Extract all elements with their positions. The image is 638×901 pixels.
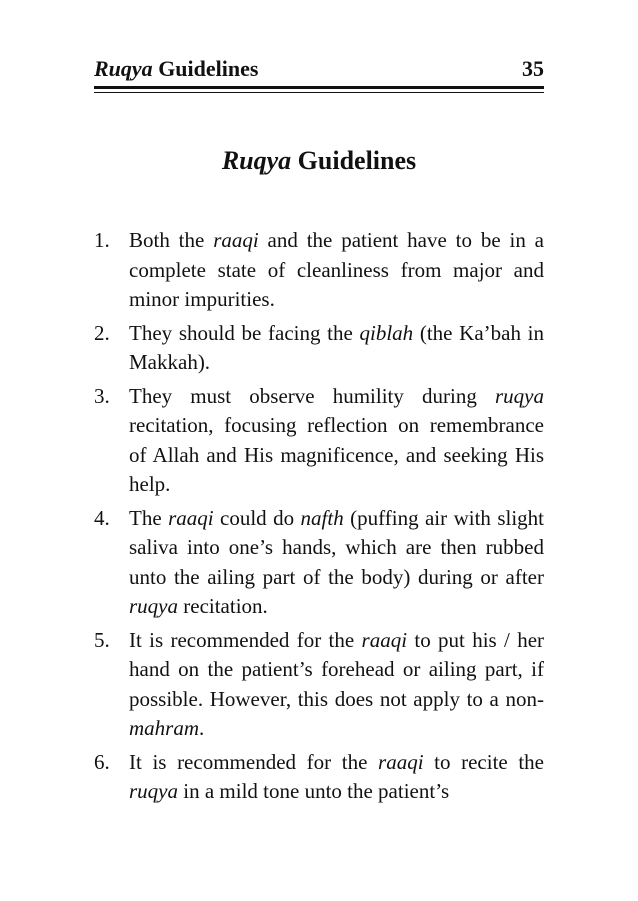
list-item-number: 2. xyxy=(94,320,110,345)
list-item-text xyxy=(129,226,544,315)
page-title-rest: Guidelines xyxy=(291,146,417,175)
page-title xyxy=(94,146,544,176)
text-segment: It is recommended for the xyxy=(129,627,362,652)
text-segment: recitation. xyxy=(178,594,268,618)
list-item xyxy=(94,226,544,315)
italic-term: ruqya xyxy=(129,779,178,803)
italic-term: ruqya xyxy=(129,594,178,618)
text-segment: They must observe humility during xyxy=(129,383,495,408)
list-item xyxy=(94,626,544,744)
list-item-number: 5. xyxy=(94,627,110,652)
list-item-text xyxy=(129,382,544,500)
italic-term: mahram xyxy=(129,716,200,740)
text-segment: to put his / her hand on the patient’s forehead or ailing part, if possible. However, this does not apply to a non- xyxy=(129,627,545,711)
text-segment: in a mild tone unto the patient’s xyxy=(178,779,450,803)
running-header-title-italic: Ruqya xyxy=(94,56,153,81)
text-segment: and the patient have to be in a complete state of cleanliness from major and minor impurities. xyxy=(129,228,545,311)
text-segment: . xyxy=(199,716,205,740)
italic-term: ruqya xyxy=(495,383,544,408)
text-segment: Both the xyxy=(129,228,214,252)
italic-term: raaqi xyxy=(213,228,259,252)
text-segment: could do xyxy=(213,505,301,530)
text-segment: (the Ka’bah in Makkah). xyxy=(129,320,544,374)
list-item-number: 1. xyxy=(94,228,110,252)
running-header xyxy=(94,56,544,86)
running-header-title xyxy=(94,56,258,82)
header-rule-thin xyxy=(94,92,544,93)
list-item-number: 6. xyxy=(94,749,110,774)
list-item xyxy=(94,504,544,622)
list-item-text xyxy=(129,319,544,378)
list-item-number: 3. xyxy=(94,383,110,408)
list-item-text xyxy=(129,504,544,622)
italic-term: raaqi xyxy=(168,505,214,530)
text-segment: recitation, focusing reflection on remembrance of Allah and His magnificence, and seeking His help. xyxy=(129,413,544,496)
text-segment: to recite the xyxy=(423,749,544,774)
text-segment: The xyxy=(129,505,169,530)
italic-term: nafth xyxy=(300,505,344,530)
list-item xyxy=(94,748,544,807)
italic-term: raaqi xyxy=(361,627,408,652)
header-rule-thick xyxy=(94,86,544,89)
list-item xyxy=(94,319,544,378)
list-item xyxy=(94,382,544,500)
italic-term: raaqi xyxy=(378,749,424,774)
list-item-text xyxy=(129,626,544,744)
page-title-italic: Ruqya xyxy=(221,146,292,175)
page-number: 35 xyxy=(522,56,544,81)
italic-term: qiblah xyxy=(359,320,414,345)
text-segment: It is recommended for the xyxy=(129,749,379,774)
running-header-title-rest: Guidelines xyxy=(152,56,259,81)
text-segment: (puffing air with slight saliva into one’s hands, which are then rubbed unto the ailing part of the body) during or after xyxy=(129,505,544,589)
list-item-text xyxy=(129,748,544,807)
list-item-number: 4. xyxy=(94,505,110,530)
text-segment: They should be facing the xyxy=(129,320,360,345)
guidelines-list xyxy=(94,226,544,811)
